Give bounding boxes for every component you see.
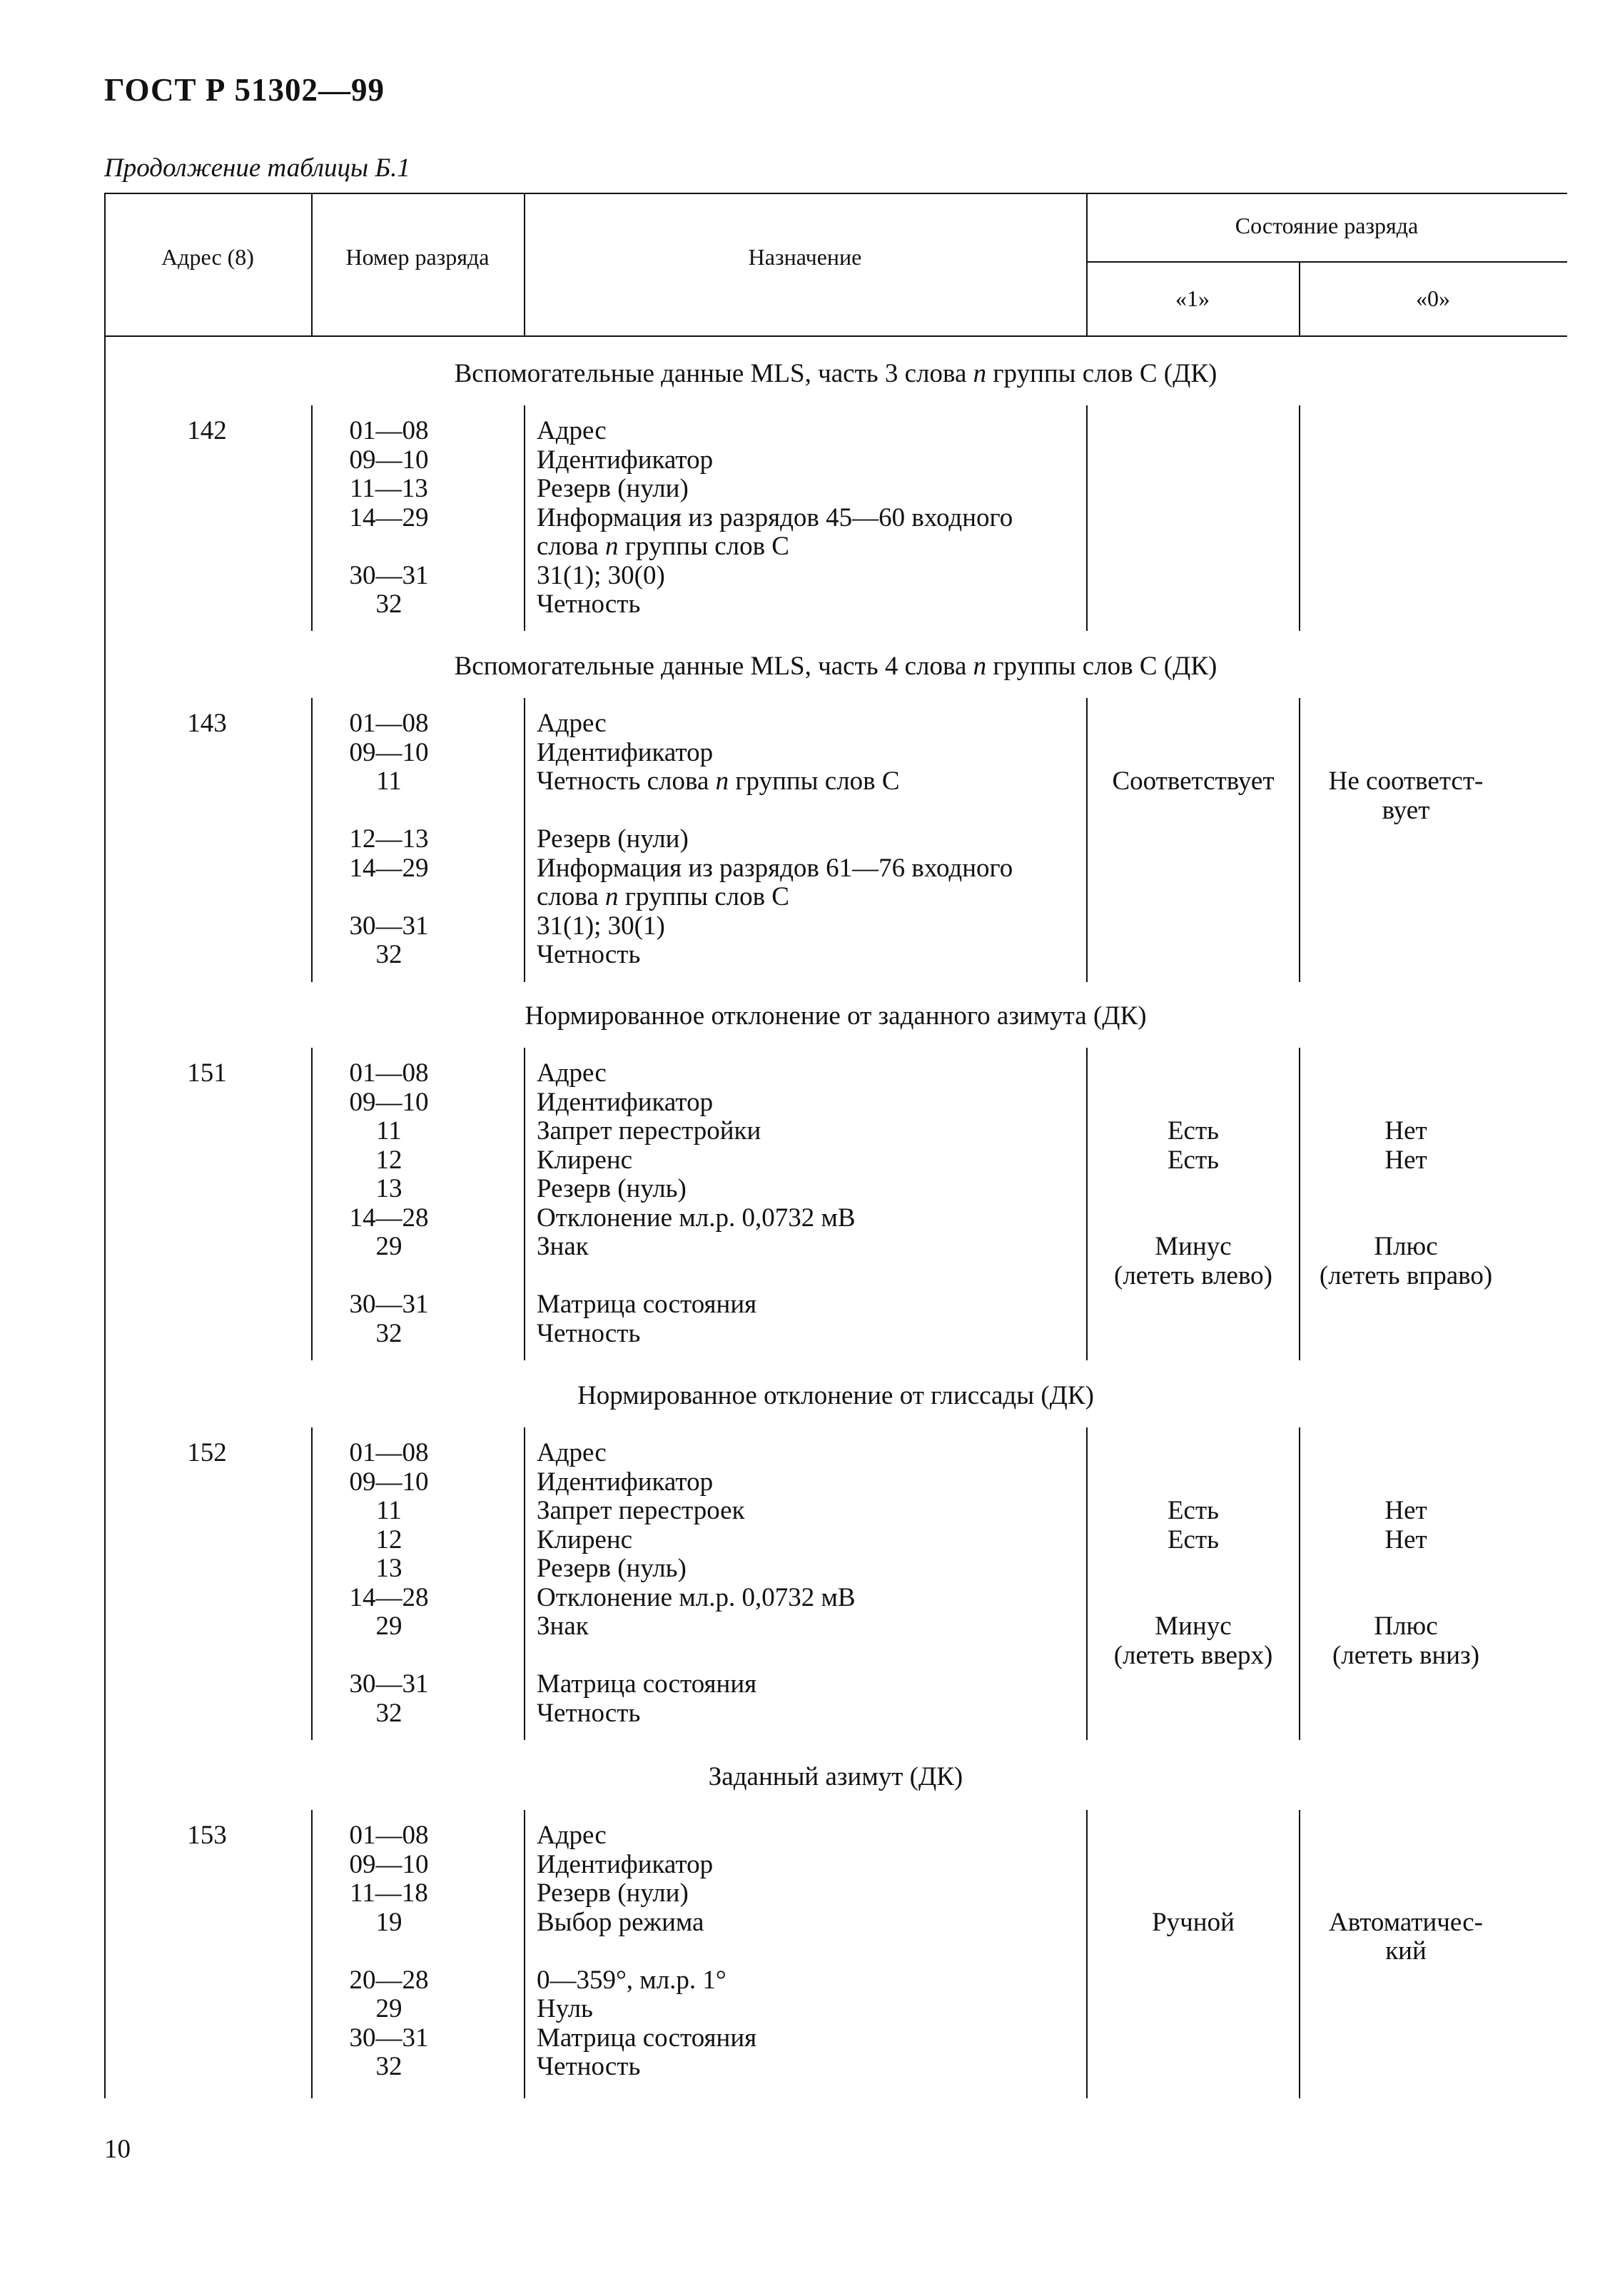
cell-line: 01—08 — [349, 709, 429, 738]
row-address: 152 — [187, 1438, 227, 1467]
cell-line — [1299, 532, 1513, 562]
section-title: Нормированное отклонение от глиссады (ДК) — [577, 1381, 1094, 1410]
cell-line: 12—13 — [349, 824, 429, 854]
cell-line: (лететь вниз) — [1332, 1640, 1480, 1670]
cell-line — [1086, 1699, 1300, 1729]
state-zero-values — [1299, 1821, 1513, 2082]
state-zero-values — [1299, 1059, 1513, 1348]
cell-line: Клиренс — [537, 1145, 633, 1175]
cell-line — [1299, 1995, 1513, 2024]
cell-line: Идентификатор — [537, 1849, 714, 1879]
cell-line: 30—31 — [349, 1290, 429, 1319]
cell-line: Нет — [1384, 1524, 1427, 1554]
table-top-rule — [104, 193, 1567, 194]
cell-line: Нет — [1384, 1145, 1427, 1175]
bit-numbers — [314, 417, 464, 619]
cell-line — [1086, 1204, 1300, 1233]
cell-line — [537, 796, 1093, 826]
cell-line — [1299, 1670, 1513, 1699]
section-title: Вспомогательные данные MLS, часть 4 слова n группы слов С (ДК) — [454, 652, 1217, 681]
section-rule — [311, 698, 313, 982]
cell-line: Матрица состояния — [537, 1669, 757, 1699]
cell-line: 19 — [375, 1907, 402, 1937]
state-zero-values — [1299, 709, 1513, 970]
cell-line: Четность — [537, 1698, 641, 1728]
purposes — [537, 1439, 1093, 1728]
cell-line: Четность — [537, 590, 641, 619]
cell-line — [1086, 739, 1300, 768]
cell-line — [1086, 475, 1300, 504]
cell-line — [1086, 1995, 1300, 2024]
cell-line: Соответствует — [1112, 767, 1275, 796]
header-purpose: Назначение — [748, 244, 862, 270]
cell-line: 14—29 — [349, 502, 429, 532]
cell-line — [1086, 1554, 1300, 1584]
cell-line: 0—359°, мл.р. 1° — [537, 1965, 726, 1995]
cell-line: 11—13 — [350, 474, 428, 503]
cell-line — [314, 532, 464, 562]
cell-line — [1299, 1966, 1513, 1996]
cell-line — [1086, 1088, 1300, 1118]
cell-line — [1299, 504, 1513, 533]
cell-line — [1086, 504, 1300, 533]
section-title: Нормированное отклонение от заданного азимута (ДК) — [525, 1001, 1147, 1031]
cell-line — [1299, 1439, 1513, 1468]
cell-line: Резерв (нуль) — [537, 1174, 687, 1203]
header-bit-number: Номер разряда — [345, 244, 490, 270]
purposes — [537, 709, 1093, 970]
cell-line — [1086, 1937, 1300, 1966]
cell-line — [1299, 2053, 1513, 2082]
cell-line: 12 — [375, 1145, 402, 1175]
cell-line — [1299, 1584, 1513, 1613]
section-title: Заданный азимут (ДК) — [708, 1762, 963, 1791]
cell-line — [314, 796, 464, 826]
cell-line: 01—08 — [349, 1058, 429, 1088]
cell-line: Есть — [1167, 1524, 1220, 1554]
cell-line: 01—08 — [349, 416, 429, 445]
cell-line — [1299, 1468, 1513, 1497]
cell-line — [1086, 709, 1300, 739]
section-rule — [524, 698, 525, 982]
cell-line: Резерв (нули) — [537, 1878, 689, 1908]
cell-line — [1299, 1851, 1513, 1880]
cell-line — [1299, 1554, 1513, 1584]
cell-line — [1086, 854, 1300, 884]
cell-line: слова n группы слов С — [537, 882, 789, 911]
cell-line: 14—28 — [349, 1582, 429, 1612]
cell-line: Адрес — [537, 709, 607, 738]
table-caption: Продолжение таблицы Б.1 — [104, 153, 410, 183]
cell-line: Идентификатор — [537, 1467, 714, 1497]
cell-line — [1086, 1468, 1300, 1497]
cell-line — [1299, 1290, 1513, 1320]
cell-line: вует — [1382, 795, 1430, 825]
cell-line: 14—29 — [349, 853, 429, 883]
document-title: ГОСТ Р 51302—99 — [104, 72, 385, 108]
cell-line: 29 — [375, 1232, 402, 1261]
cell-line: Идентификатор — [537, 445, 714, 475]
header-state-zero: «0» — [1416, 285, 1450, 311]
cell-line: Ручной — [1152, 1907, 1235, 1937]
cell-line: 31(1); 30(0) — [537, 560, 665, 590]
cell-line — [1299, 1059, 1513, 1088]
cell-line: 12 — [375, 1524, 402, 1554]
cell-line: Запрет перестройки — [537, 1116, 761, 1146]
header-state-one: «1» — [1175, 285, 1210, 311]
cell-line: 09—10 — [349, 1849, 429, 1879]
cell-line — [314, 1937, 464, 1966]
cell-line: Плюс — [1374, 1612, 1438, 1641]
purposes — [537, 1059, 1093, 1348]
cell-line: Минус — [1155, 1612, 1232, 1641]
section-title: Вспомогательные данные MLS, часть 3 слова n группы слов С (ДК) — [454, 359, 1217, 388]
cell-line: Есть — [1167, 1496, 1220, 1525]
cell-line: Нет — [1384, 1116, 1427, 1146]
cell-line: Информация из разрядов 61—76 входного — [537, 853, 1013, 883]
cell-line: Идентификатор — [537, 737, 714, 767]
cell-line — [1299, 912, 1513, 941]
cell-line: 09—10 — [349, 1087, 429, 1117]
cell-line — [314, 1262, 464, 1291]
cell-line — [1299, 475, 1513, 504]
cell-line — [1086, 1821, 1300, 1851]
cell-line: 13 — [375, 1174, 402, 1203]
cell-line — [1086, 1670, 1300, 1699]
cell-line — [537, 1642, 1093, 1671]
cell-line — [1299, 941, 1513, 970]
cell-line: Нет — [1384, 1496, 1427, 1525]
cell-line — [1086, 1966, 1300, 1996]
state-one-values — [1086, 417, 1300, 619]
cell-line — [1299, 825, 1513, 854]
cell-line — [1086, 796, 1300, 826]
cell-line: (лететь влево) — [1114, 1260, 1272, 1290]
cell-line — [1086, 562, 1300, 591]
cell-line: 20—28 — [349, 1965, 429, 1995]
state-one-values — [1086, 709, 1300, 970]
cell-line: 13 — [375, 1554, 402, 1583]
cell-line — [1299, 562, 1513, 591]
cell-line: Четность — [537, 1318, 641, 1348]
cell-line: (лететь вверх) — [1113, 1640, 1273, 1670]
cell-line: Автоматичес- — [1328, 1907, 1484, 1937]
cell-line: Матрица состояния — [537, 1290, 757, 1319]
cell-line: 29 — [375, 1612, 402, 1641]
section-rule — [311, 405, 313, 631]
cell-line: 11 — [376, 1116, 402, 1146]
cell-line — [1086, 1290, 1300, 1320]
header-bottom-rule — [104, 335, 1567, 337]
cell-line: Выбор режима — [537, 1907, 704, 1937]
section-rule — [524, 1810, 525, 2098]
cell-line — [1299, 417, 1513, 446]
cell-line: 31(1); 30(1) — [537, 911, 665, 941]
row-address: 142 — [187, 416, 227, 445]
cell-line: Четность слова n группы слов С — [537, 767, 900, 796]
cell-line: Отклонение мл.р. 0,0732 мВ — [537, 1582, 856, 1612]
cell-line: Четность — [537, 2052, 641, 2081]
section-rule — [524, 405, 525, 631]
cell-line: 32 — [375, 2052, 402, 2081]
cell-line: слова n группы слов С — [537, 532, 789, 561]
cell-line — [1299, 590, 1513, 619]
cell-line: 11—18 — [350, 1878, 428, 1908]
cell-line — [1086, 941, 1300, 970]
cell-line: Знак — [537, 1232, 589, 1261]
cell-line: 32 — [375, 1318, 402, 1348]
state-one-values — [1086, 1439, 1300, 1728]
cell-line: Четность — [537, 940, 641, 969]
section-rule — [311, 1427, 313, 1740]
table-left-rule — [104, 193, 106, 2098]
cell-line — [1299, 1879, 1513, 1908]
cell-line: Адрес — [537, 416, 607, 445]
cell-line — [1299, 709, 1513, 739]
cell-line: Идентификатор — [537, 1087, 714, 1117]
state-zero-values — [1299, 417, 1513, 619]
cell-line — [1086, 825, 1300, 854]
cell-line: Запрет перестроек — [537, 1496, 745, 1525]
cell-line: Резерв (нули) — [537, 824, 689, 854]
cell-line: 30—31 — [349, 911, 429, 941]
cell-line: Информация из разрядов 45—60 входного — [537, 502, 1013, 532]
cell-line: кий — [1385, 1936, 1427, 1966]
cell-line — [1086, 446, 1300, 475]
cell-line: Адрес — [537, 1058, 607, 1088]
cell-line — [1086, 1879, 1300, 1908]
state-one-values — [1086, 1059, 1300, 1348]
cell-line — [1086, 2024, 1300, 2053]
cell-line: 11 — [376, 1496, 402, 1525]
cell-line: 09—10 — [349, 445, 429, 475]
cell-line: Плюс — [1374, 1232, 1438, 1261]
cell-line — [1086, 1059, 1300, 1088]
bit-numbers — [314, 1439, 464, 1728]
cell-line — [1086, 1439, 1300, 1468]
cell-line: Адрес — [537, 1438, 607, 1467]
cell-line — [537, 1262, 1093, 1291]
cell-line: Матрица состояния — [537, 2023, 757, 2053]
cell-line — [1086, 2053, 1300, 2082]
cell-line — [1086, 1175, 1300, 1204]
cell-line — [1299, 1204, 1513, 1233]
section-rule — [311, 1810, 313, 2098]
bit-numbers — [314, 709, 464, 970]
cell-line — [1299, 1821, 1513, 1851]
cell-line: Клиренс — [537, 1524, 633, 1554]
cell-line — [1299, 446, 1513, 475]
cell-line — [1086, 883, 1300, 912]
state-zero-values — [1299, 1439, 1513, 1728]
cell-line — [1299, 883, 1513, 912]
cell-line: 09—10 — [349, 737, 429, 767]
cell-line: Отклонение мл.р. 0,0732 мВ — [537, 1203, 856, 1233]
cell-line: 14—28 — [349, 1203, 429, 1233]
cell-line — [1299, 2024, 1513, 2053]
cell-line: Не соответст- — [1328, 767, 1484, 796]
cell-line: 32 — [375, 940, 402, 969]
cell-line: 01—08 — [349, 1821, 429, 1850]
purposes — [537, 417, 1093, 619]
cell-line: 32 — [375, 590, 402, 619]
row-address: 151 — [187, 1058, 227, 1088]
cell-line — [1086, 1320, 1300, 1349]
cell-line: 30—31 — [349, 1669, 429, 1699]
cell-line: Адрес — [537, 1821, 607, 1850]
cell-line — [1086, 417, 1300, 446]
cell-line — [1086, 1584, 1300, 1613]
header-bit-state: Состояние разряда — [1235, 213, 1419, 238]
cell-line — [1086, 590, 1300, 619]
cell-line: Есть — [1167, 1116, 1220, 1146]
row-address: 153 — [187, 1821, 227, 1850]
bit-numbers — [314, 1821, 464, 2082]
section-rule — [524, 1048, 525, 1360]
cell-line — [1299, 1175, 1513, 1204]
page-number: 10 — [104, 2135, 131, 2164]
section-rule — [311, 1048, 313, 1360]
cell-line — [1299, 739, 1513, 768]
cell-line — [1086, 1851, 1300, 1880]
cell-line: 30—31 — [349, 560, 429, 590]
cell-line — [1299, 1088, 1513, 1118]
cell-line: 32 — [375, 1698, 402, 1728]
state-one-values — [1086, 1821, 1300, 2082]
cell-line: Нуль — [537, 1994, 593, 2023]
cell-line: Знак — [537, 1612, 589, 1641]
cell-line: 01—08 — [349, 1438, 429, 1467]
cell-line: Резерв (нуль) — [537, 1554, 687, 1583]
cell-line — [537, 1937, 1093, 1966]
header-address: Адрес (8) — [161, 244, 254, 270]
cell-line: 11 — [376, 767, 402, 796]
cell-line — [1086, 912, 1300, 941]
cell-line — [1299, 854, 1513, 884]
state-split-rule — [1086, 261, 1567, 263]
cell-line — [1086, 532, 1300, 562]
cell-line: (лететь вправо) — [1319, 1260, 1493, 1290]
cell-line: Минус — [1155, 1232, 1232, 1261]
cell-line: Есть — [1167, 1145, 1220, 1175]
cell-line — [1299, 1699, 1513, 1729]
cell-line — [314, 1642, 464, 1671]
purposes — [537, 1821, 1093, 2082]
cell-line: 29 — [375, 1994, 402, 2023]
row-address: 143 — [187, 709, 227, 738]
cell-line — [314, 883, 464, 912]
cell-line: 09—10 — [349, 1467, 429, 1497]
bit-numbers — [314, 1059, 464, 1348]
cell-line: Резерв (нули) — [537, 474, 689, 503]
section-rule — [524, 1427, 525, 1740]
cell-line: 30—31 — [349, 2023, 429, 2053]
cell-line — [1299, 1320, 1513, 1349]
